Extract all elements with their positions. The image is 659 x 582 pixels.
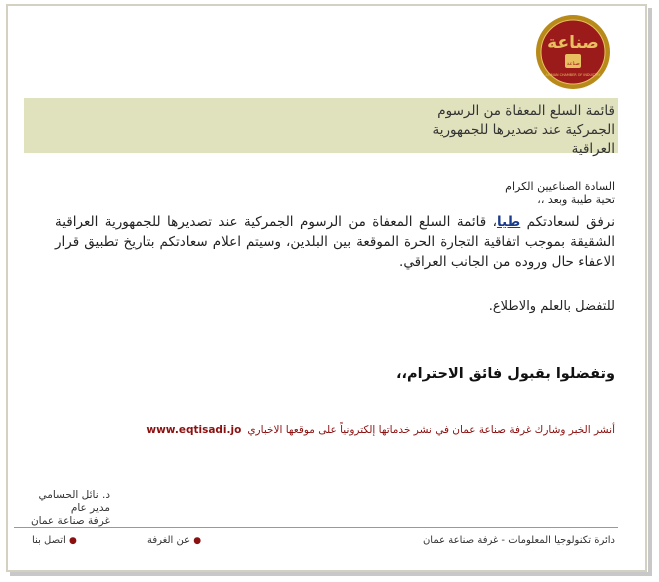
footer-divider [14,527,618,528]
para-before-link: نرفق لسعادتكم [520,214,615,230]
title-line-1: قائمة السلع المعفاة من الرسوم [437,103,615,119]
signature-org: غرفة صناعة عمان [30,515,110,527]
kindly-note: للتفضل بالعلم والاطلاع. [488,299,615,314]
share-url-link[interactable]: www.eqtisadi.jo [146,424,242,436]
signature-title: مدير عام [70,502,110,514]
frame-shadow-right [648,8,652,574]
footer-contact-label: اتصل بنا [32,535,66,546]
closing-line: وتفضلوا بقبول فائق الاحترام،، [395,366,615,382]
logo-org-name: غرفة صناعة عمان [554,61,592,67]
footer-department: دائرة تكنولوجيا المعلومات - غرفة صناعة عمان [422,535,615,546]
salutation: تحية طيبة وبعد ،، [537,193,615,206]
main-paragraph [55,212,615,272]
footer-contact-link[interactable] [32,535,77,546]
title-line-2: الجمركية عند تصديرها للجمهورية [432,122,615,138]
chamber-logo [535,14,611,90]
signature-name: د. نائل الحسامي [38,489,110,501]
logo-arabic-text: صناعة [547,33,599,53]
logo-english-name: AMMAN CHAMBER OF INDUSTRY [545,73,601,77]
bullet-icon: ● [193,536,202,546]
frame-shadow-bottom [10,572,652,576]
footer-about-label: عن الغرفة [147,535,191,546]
page-title [355,102,615,159]
share-text: أنشر الخبر وشارك غرفة صناعة عمان في نشر خدماتها إلكترونياً على موقعها الاخباري [247,424,615,436]
attachment-link[interactable]: طيا [496,214,521,230]
bullet-icon: ● [69,536,77,546]
para-after-link: ، قائمة السلع المعفاة من الرسوم الجمركية عند تصديرها للجمهورية العراقية الشقيقة بموجب اتفاقية التجارة الحرة الموقعة بين البلدين، وسيتم اعلام سعادتكم بتاريخ تطبيق قرار الاعفاء حال وروده من الجانب العراقي. [55,214,615,270]
title-line-3: العراقية [571,141,615,157]
greeting: السادة الصناعيين الكرام [505,180,615,193]
footer-about-link[interactable] [147,535,201,546]
share-note [145,424,615,436]
